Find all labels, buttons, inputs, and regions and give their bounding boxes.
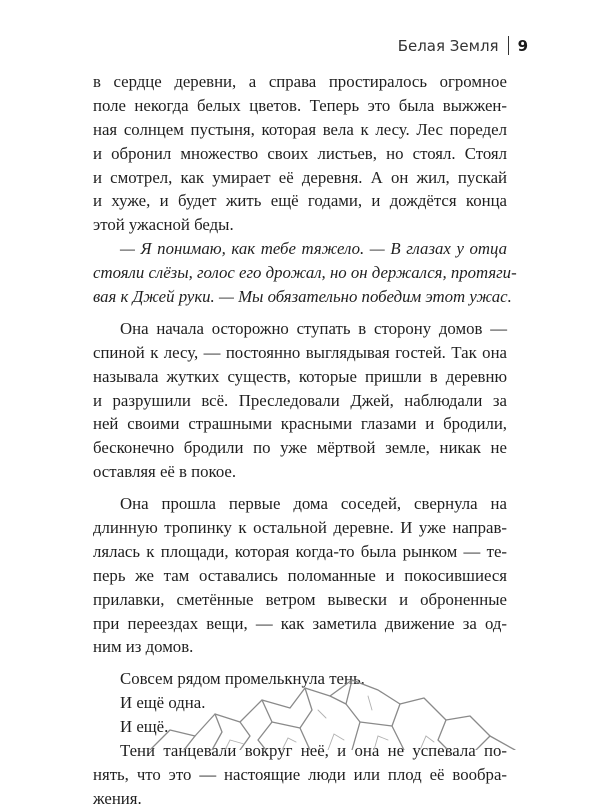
text-line: Она прошла первые дома соседей, свернула на (120, 494, 507, 514)
text-line: лялась к площади, которая когда-то была рынком — те- (93, 541, 507, 561)
text-line: и обронил множество своих листьев, но стоял. Стоял (93, 143, 507, 163)
text-line: называла жутких существ, которые пришли в деревню (93, 366, 507, 386)
text-line: оставляя её в покое. (93, 462, 237, 482)
text-line: бесконечно бродили по уже мёртвой земле, никак не (93, 438, 507, 458)
text-line: этой ужасной беды. (93, 215, 234, 235)
book-title: Белая Земля (397, 36, 499, 55)
text-line: ним из домов. (93, 637, 194, 657)
text-line: длинную тропинку к остальной деревне. И уже направ- (93, 518, 507, 538)
text-line: прилавки, сметённые ветром вывески и оброненные (93, 589, 507, 609)
text-line: и смотрел, как умирает её деревня. А он жил, пускай (93, 167, 507, 187)
text-line: И ещё одна. (120, 693, 206, 713)
text-line: и хуже, и будет жить ещё годами, и дождётся конца (93, 191, 507, 211)
text-line: в сердце деревни, а справа простиралось огромное (93, 72, 507, 91)
text-line: Тени танцевали вокруг неё, и она не успевала по- (120, 741, 507, 761)
text-line: при переездах вещи, — как заметила движение за од- (93, 613, 507, 633)
dialogue-line: — Я понимаю, как тебе тяжело. — В глазах у отца (120, 239, 507, 259)
text-line: Она начала осторожно ступать в сторону домов — (120, 318, 507, 338)
text-line: ней своими страшными красными глазами и бродили, (93, 414, 507, 434)
text-line: ная солнцем пустыня, которая вела к лесу. Лес поредел (93, 119, 507, 139)
text-line: И ещё. (120, 717, 169, 737)
header-divider (508, 36, 509, 55)
page-number: 9 (517, 36, 528, 55)
text-line: спиной к лесу, — постоянно выглядывая гостей. Так она (93, 342, 507, 362)
text-line: жения. (93, 788, 142, 808)
cracked-ground-ornament (0, 670, 600, 750)
text-line: нять, что это — настоящие люди или плод её вообра- (93, 764, 507, 784)
running-header (398, 36, 528, 55)
dialogue-line: стояли слёзы, голос его дрожал, но он держался, протяги- (93, 263, 517, 283)
text-line: и разрушили всё. Преследовали Джей, наблюдали за (93, 390, 507, 410)
text-line: Совсем рядом промелькнула тень. (120, 669, 365, 689)
text-line: перь же там оставались поломанные и покосившиеся (93, 565, 507, 585)
text-line: поле некогда белых цветов. Теперь это была выжжен- (93, 95, 507, 115)
dialogue-line: вая к Джей руки. — Мы обязательно победим этот ужас. (93, 287, 512, 307)
